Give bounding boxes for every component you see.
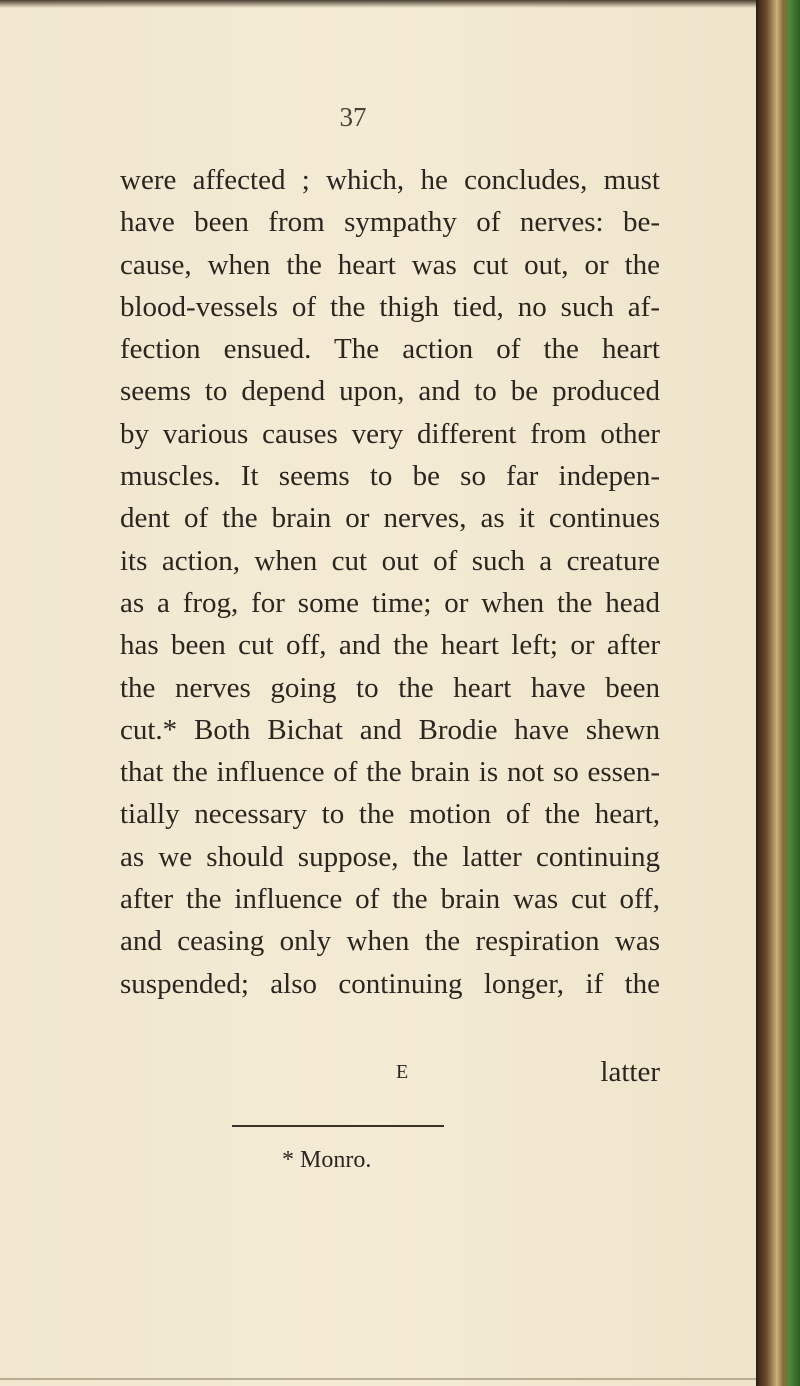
text-line: suspended; also continuing longer, if the [120,967,660,1000]
text-line: seems to depend upon, and to be produced [120,375,660,408]
text-line: were affected ; which, he concludes, must [120,164,660,196]
text-line: cut.* Both Bichat and Brodie have shewn [120,713,660,746]
footnote-rule [232,1125,444,1127]
text-line: tially necessary to the motion of the heart, [120,798,660,831]
text-line: fection ensued. The action of the heart [120,333,660,366]
text-line: and ceasing only when the respiration was [120,925,660,958]
book-binding-edge [758,0,800,1386]
text-line: dent of the brain or nerves, as it continues [120,502,660,535]
text-line: the nerves going to the heart have been [120,671,660,704]
text-line: muscles. It seems to be so far indepen- [120,460,660,493]
text-line: has been cut off, and the heart left; or after [120,629,660,662]
page-bottom-edge [0,1378,758,1380]
text-line: have been from sympathy of nerves: be- [120,206,660,239]
catchword: latter [600,1056,660,1088]
text-line: blood-vessels of the thigh tied, no such af- [120,290,660,323]
text-line: as we should suppose, the latter continuing [120,840,660,873]
text-line: by various causes very different from other [120,417,660,450]
text-line: its action, when cut out of such a creature [120,544,660,577]
text-line: after the influence of the brain was cut off, [120,883,660,916]
page-top-shadow [0,0,758,8]
footnote: * Monro. [282,1147,372,1173]
signature-mark: E [396,1061,410,1083]
signature-catchword-row [120,1051,660,1093]
body-text [120,159,660,1005]
text-line: cause, when the heart was cut out, or the [120,248,660,281]
text-line: that the influence of the brain is not so essen- [120,756,660,789]
text-line: as a frog, for some time; or when the head [120,586,660,619]
page-number: 37 [339,102,367,132]
